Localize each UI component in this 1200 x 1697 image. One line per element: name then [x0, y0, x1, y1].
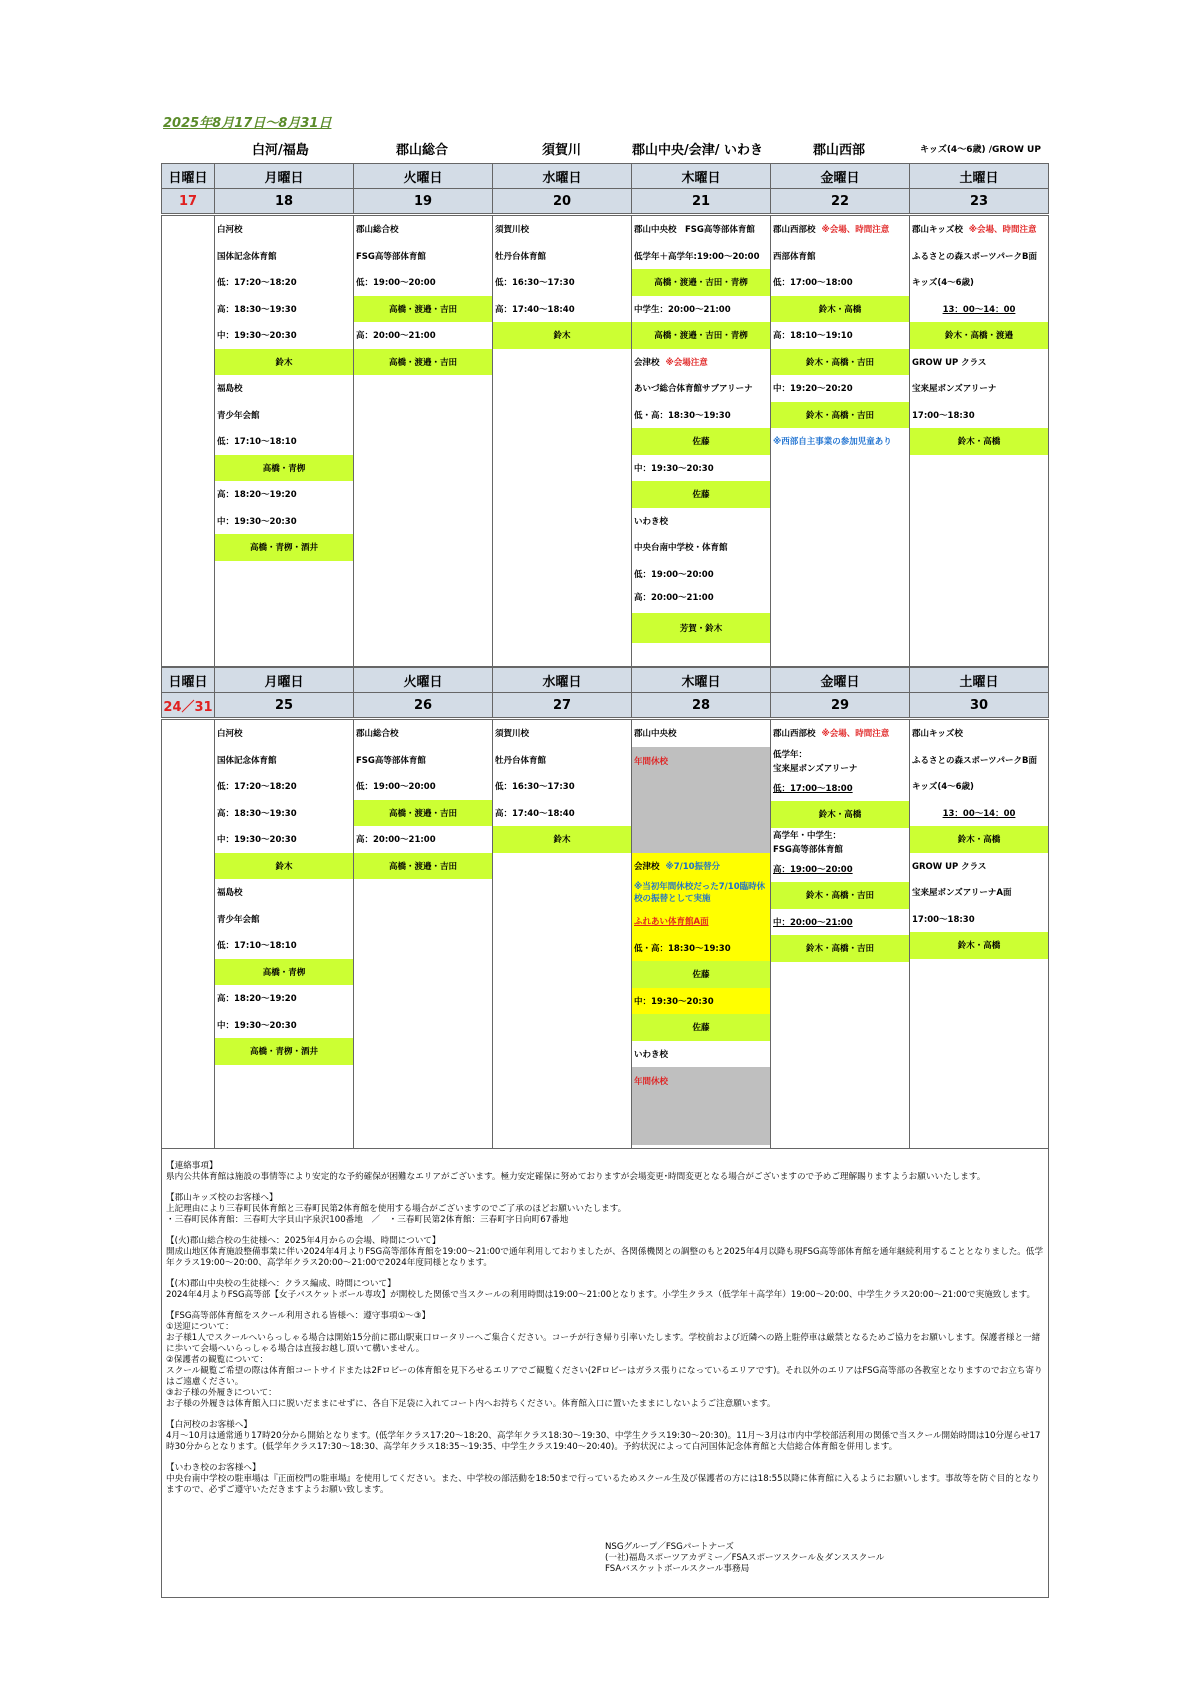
week1-body [161, 215, 1048, 667]
school-name: 郡山中央校 FSG高等部体育館 [634, 225, 755, 236]
note-text: ①送迎について： [166, 1322, 234, 1332]
date-cell: 18 [214, 188, 354, 214]
coach-names: 鈴木・高橋・吉田 [771, 349, 909, 376]
coach-names: 鈴木・高橋 [910, 826, 1048, 853]
class-time: 高：19:00～20:00 [773, 864, 853, 875]
class-time: 高：18:20～19:20 [217, 994, 297, 1005]
note-heading: 【FSG高等部体育館をスクール利用される皆様へ：遵守事項①～③】 [166, 1311, 431, 1321]
school-name: 郡山キッズ校 [912, 225, 963, 236]
coach-names: 鈴木 [215, 853, 353, 880]
class-time: 低：17:00～18:00 [773, 278, 853, 289]
class-time: 低：17:20～18:20 [217, 278, 297, 289]
school-name: 須賀川校 [495, 729, 530, 740]
note-text: 4月～10月は通常通り17時20分から開始となります。(低学年クラス17:20～18:20、高学年クラス18:30～19:30、中学生クラス19:30～20:30)。11月～3月は市内中学校部活利用の関係で当スクール開始時間は10分遅らせ17時30分からとなります。(低学年クラス17:30～18:30、高学年クラス18:35～19:35、中学生クラス19:40～20:40)。予約状況によって白河国体記念体育館と大信総合体育館を併用します。 [166, 1431, 1041, 1452]
school-labels [0, 139, 1200, 158]
coach-names: 鈴木・高橋・渡邉 [910, 322, 1048, 349]
weekday-header: 金曜日 [770, 163, 910, 189]
class-time: 低：17:00～18:00 [773, 783, 853, 794]
venue: 宝来屋ボンズアリーナ [912, 384, 997, 395]
date-cell: 26 [353, 692, 493, 718]
class-time: 中：20:00～21:00 [773, 917, 853, 928]
school-name: いわき校 [634, 516, 669, 527]
class-time: 高：20:00～21:00 [634, 593, 714, 603]
date-cell: 25 [214, 692, 354, 718]
school-name-row [910, 216, 1048, 243]
date-cell: 17 [161, 188, 215, 214]
coach-names: 鈴木・高橋 [771, 801, 909, 828]
monday-column [214, 719, 354, 1149]
class-time: 高：17:40～18:40 [495, 808, 575, 819]
friday-column [770, 215, 910, 667]
coach-names: 高橋・青栁 [215, 959, 353, 986]
note-text: ③お子様の外履きについて： [166, 1388, 277, 1398]
venue: 牡丹台体育館 [495, 251, 547, 262]
coach-names: 高橋・青栁・酒井 [215, 1038, 353, 1065]
makeup-note: ※7/10振替分 [665, 861, 721, 872]
closed-label: 年間休校 [634, 1077, 669, 1087]
note-heading: 【(火)郡山総合校の生徒様へ：2025年4月からの会場、時間について】 [166, 1236, 441, 1246]
venue: FSG高等部体育館 [356, 755, 426, 766]
note-heading: 【(木)郡山中央校の生徒様へ：クラス編成、時間について】 [166, 1279, 396, 1289]
class-time: 17:00～18:30 [912, 914, 975, 925]
venue: FSG高等部体育館 [773, 844, 843, 855]
coach-names: 鈴木・高橋 [910, 428, 1048, 455]
school-name: 須賀川校 [495, 225, 530, 236]
coach-names: 鈴木 [215, 349, 353, 376]
wednesday-column [492, 215, 632, 667]
class-time: 高：18:20～19:20 [217, 490, 297, 501]
coach-names: 高橋・渡邉・吉田・青栁 [632, 322, 770, 349]
note-text: スクール観覧ご希望の際は体育館コートサイドまたは2Fロビーの体育館を見下ろせるエリアでご観覧ください(2Fロビーはガラス張りになっているエリアです)。それ以外のエリアはFSG高等部の各教室となりますのでお立ち寄りはご遠慮ください。 [166, 1366, 1043, 1387]
week2-header [161, 667, 1048, 717]
school-label: 郡山総合 [396, 143, 449, 158]
class-time: 中：19:20～20:20 [773, 384, 853, 395]
class-time: 低：17:20～18:20 [217, 782, 297, 793]
venue: あいづ総合体育館サブアリーナ [634, 384, 753, 395]
class-time: 高：18:30～19:30 [217, 808, 297, 819]
note-text: お子様1人でスクールへいらっしゃる場合は開始15分前に郡山駅東口ロータリーへご集合ください。コーチが行き帰り引率いたします。学校前および近隣への路上駐停車は厳禁となるためご協力をお願いします。保護者様と一緒に歩いて会場へいらっしゃる場合は直接お越し頂いて構いません。 [166, 1333, 1041, 1354]
coach-names: 鈴木・高橋 [771, 296, 909, 323]
weekday-header: 日曜日 [161, 667, 215, 693]
coach-names: 鈴木・高橋・吉田 [771, 402, 909, 429]
class-time: 低・高：18:30～19:30 [632, 935, 770, 962]
coach-names: 高橋・青栁・酒井 [215, 534, 353, 561]
date-cell: 29 [770, 692, 910, 718]
class-time: 低：19:00～20:00 [356, 278, 436, 289]
weekday-header: 水曜日 [492, 667, 632, 693]
date-cell: 21 [631, 188, 771, 214]
sunday-column [161, 215, 215, 667]
coach-names: 高橋・渡邉・吉田 [354, 296, 492, 323]
class-time: 低：19:00～20:00 [634, 569, 714, 580]
school-name-row [771, 720, 909, 747]
class-name: キッズ(4～6歳) [912, 278, 974, 289]
venue-warning: ※会場、時間注意 [821, 729, 890, 740]
venue: 青少年会館 [217, 410, 260, 421]
thursday-column [631, 719, 771, 1149]
coach-names: 鈴木・高橋・吉田 [771, 882, 909, 909]
coach-names: 鈴木・高橋・吉田 [771, 935, 909, 962]
venue: FSG高等部体育館 [356, 251, 426, 262]
coach-names: 高橋・渡邉・吉田 [354, 800, 492, 827]
venue: 宝来屋ボンズアリーナA面 [912, 888, 1012, 899]
coach-names: 鈴木 [493, 826, 631, 853]
note-text: ・三春町民体育館：三春町大字貝山字泉沢100番地 ／ ・三春町民第2体育館：三春町字日向町67番地 [166, 1215, 569, 1225]
signature-line: FSAバスケットボールスクール事務局 [605, 1564, 750, 1574]
friday-column [770, 719, 910, 1149]
coach-names: 佐藤 [632, 1014, 770, 1041]
coach-names: 佐藤 [632, 961, 770, 988]
note-text: 中央台南中学校の駐車場は『正面校門の駐車場』を使用してください。また、中学校の部活動を18:50まで行っているためスクール生及び保護者の方には18:55以降に体育館に入るようにお願いします。事故等を防ぐ目的となりますので、必ずご遵守いただきますようお願い致します。 [166, 1474, 1040, 1495]
class-time: 中：19:30～20:30 [634, 463, 714, 474]
class-time: 高：18:10～19:10 [773, 331, 853, 342]
weekday-header: 日曜日 [161, 163, 215, 189]
coach-names: 高橋・渡邉・吉田 [354, 853, 492, 880]
date-cell: 27 [492, 692, 632, 718]
weekday-header: 火曜日 [353, 163, 493, 189]
venue: 西部体育館 [773, 251, 816, 262]
school-name: 白河校 [217, 225, 243, 236]
venue-warning: ※会場、時間注意 [821, 225, 890, 236]
note-text: 県内公共体育館は施設の事情等により安定的な予約確保が困難なエリアがございます。極力安定確保に努めておりますが会場変更･時間変更となる場合がございますので予めご理解賜りますようお願いいたします。 [166, 1172, 986, 1182]
class-time: 中：19:30～20:30 [632, 988, 770, 1015]
class-time: 低：19:00～20:00 [356, 782, 436, 793]
note-heading: 【いわき校のお客様へ】 [166, 1463, 261, 1473]
sunday-column [161, 719, 215, 1149]
weekday-header: 金曜日 [770, 667, 910, 693]
closed-block [632, 747, 770, 853]
class-time: 13：00～14：00 [942, 304, 1016, 315]
school-name: 会津校 [634, 357, 660, 368]
weekday-header: 土曜日 [909, 667, 1049, 693]
venue: 国体記念体育館 [217, 251, 277, 262]
class-time: 低：17:10～18:10 [217, 941, 297, 952]
weekday-header: 月曜日 [214, 667, 354, 693]
date-cell: 30 [909, 692, 1049, 718]
monday-column [214, 215, 354, 667]
school-label: 白河/福島 [252, 143, 309, 158]
venue: 国体記念体育館 [217, 755, 277, 766]
class-time: 低・高：18:30～19:30 [634, 410, 731, 421]
weekday-header: 木曜日 [631, 163, 771, 189]
school-name: 郡山総合校 [356, 729, 399, 740]
coach-names: 鈴木 [493, 322, 631, 349]
date-cell: 19 [353, 188, 493, 214]
date-cell: 22 [770, 188, 910, 214]
school-name: 郡山総合校 [356, 225, 399, 236]
signature-line: NSGグループ／FSGパートナーズ [605, 1542, 734, 1552]
wednesday-column [492, 719, 632, 1149]
weekday-header: 木曜日 [631, 667, 771, 693]
saturday-column [909, 719, 1049, 1149]
notes-panel [161, 1148, 1049, 1598]
signature-block [605, 1542, 884, 1575]
week2-body [161, 719, 1048, 1149]
class-time: 中：19:30～20:30 [217, 331, 297, 342]
school-label: 郡山西部 [813, 143, 866, 158]
coach-names: 鈴木・高橋 [910, 932, 1048, 959]
coach-names: 芳賀・鈴木 [632, 613, 770, 643]
school-label: キッズ(4～6歳) /GROW UP [920, 145, 1041, 155]
class-group: 高学年・中学生： [773, 830, 842, 841]
class-name: GROW UP クラス [912, 357, 987, 368]
school-name: 福島校 [217, 384, 243, 395]
school-name: 郡山キッズ校 [912, 729, 963, 740]
closed-block [632, 1067, 770, 1145]
closed-label: 年間休校 [634, 756, 669, 767]
date-cell: 20 [492, 188, 632, 214]
class-time: 高：17:40～18:40 [495, 304, 575, 315]
venue: ふるさとの森スポーツパークB面 [912, 755, 1037, 766]
school-name: 会津校 [634, 861, 660, 872]
note-heading: 【郡山キッズ校のお客様へ】 [166, 1193, 278, 1203]
note-text: 2024年4月よりFSG高等部【女子バスケットボール専攻】が開校した関係で当スクールの利用時間は19:00～21:00となります。小学生クラス（低学年＋高学年）19:00～20:00、中学生クラス20:00～21:00で実施致します。 [166, 1290, 1036, 1300]
school-name: 白河校 [217, 729, 243, 740]
coach-names: 高橋・渡邉・吉田・青栁 [632, 269, 770, 296]
class-time: 低：16:30～17:30 [495, 782, 575, 793]
school-name: いわき校 [634, 1049, 669, 1060]
venue-warning: ※会場、時間注意 [968, 225, 1037, 236]
note-text: お子様の外履きは体育館入口に脱いだままにせずに、各自下足袋に入れてコート内へお持ちください。体育館入口に置いたままにしないようご注意願います。 [166, 1399, 776, 1409]
weekday-header: 水曜日 [492, 163, 632, 189]
venue: ふれあい体育館A面 [632, 908, 770, 935]
date-cell: 28 [631, 692, 771, 718]
note-heading: 【連絡事項】 [166, 1161, 218, 1171]
date-cell: 24／31 [161, 692, 215, 718]
coach-names: 佐藤 [632, 481, 770, 508]
school-name-row [771, 216, 909, 243]
note-text: ②保護者の観覧について： [166, 1355, 269, 1365]
class-name: GROW UP クラス [912, 861, 987, 872]
class-time: 中：19:30～20:30 [217, 1020, 297, 1031]
class-time: 低：17:10～18:10 [217, 437, 297, 448]
coach-names: 佐藤 [632, 428, 770, 455]
participation-note: ※西部自主事業の参加児童あり [773, 437, 892, 448]
signature-line: (一社)福島スポーツアカデミー／FSAスポーツスクール＆ダンススクール [605, 1553, 885, 1563]
weekday-header: 火曜日 [353, 667, 493, 693]
school-name: 郡山西部校 [773, 729, 816, 740]
venue: ふるさとの森スポーツパークB面 [912, 251, 1037, 262]
class-time: 低：16:30～17:30 [495, 278, 575, 289]
school-label: 須賀川 [542, 143, 582, 158]
class-time: 中：19:30～20:30 [217, 835, 297, 846]
class-time: 13：00～14：00 [942, 808, 1016, 819]
class-time: 高：20:00～21:00 [356, 835, 436, 846]
class-time: 中：19:30～20:30 [217, 516, 297, 527]
coach-names: 高橋・青栁 [215, 455, 353, 482]
class-time: 低学年＋高学年:19:00～20:00 [634, 251, 760, 262]
class-time: 高：20:00～21:00 [356, 331, 436, 342]
week1-header [161, 163, 1048, 213]
class-group: 低学年： [773, 749, 808, 760]
schedule-title: 2025年8月17日～8月31日 [163, 116, 332, 131]
note-text: 上記理由により三春町民体育館と三春町民第2体育館を使用する場合がございますのでご了承のほどお願いいたします。 [166, 1204, 627, 1214]
note-text: 開成山地区体育施設整備事業に伴い2024年4月よりFSG高等部体育館を19:00～21:00で通年利用しておりましたが、各関係機関との調整のもと2025年4月以降も現FSG高等部体育館を通年継続利用することとなりました。低学年クラス19:00～20:00、高学年クラス20:00～21:00で2024年度同様となります。 [166, 1247, 1044, 1268]
date-cell: 23 [909, 188, 1049, 214]
tuesday-column [353, 215, 493, 667]
class-name: キッズ(4～6歳) [912, 782, 974, 793]
saturday-column [909, 215, 1049, 667]
class-time: 中学生：20:00～21:00 [634, 304, 731, 315]
venue: 宝来屋ボンズアリーナ [773, 763, 858, 774]
school-name-row [632, 349, 770, 376]
tuesday-column [353, 719, 493, 1149]
weekday-header: 月曜日 [214, 163, 354, 189]
venue-warning: ※会場注意 [665, 357, 708, 368]
school-name: 福島校 [217, 888, 243, 899]
weekday-header: 土曜日 [909, 163, 1049, 189]
school-label: 郡山中央/会津/ いわき [632, 143, 764, 158]
venue: 青少年会館 [217, 914, 260, 925]
school-name: 郡山西部校 [773, 225, 816, 236]
school-name: 郡山中央校 [634, 729, 677, 740]
venue: 中央台南中学校・体育館 [634, 543, 728, 554]
class-time: 17:00～18:30 [912, 410, 975, 421]
coach-names: 高橋・渡邉・吉田 [354, 349, 492, 376]
makeup-explanation: ※当初年間休校だった7/10臨時休校の振替として実施 [632, 879, 770, 908]
venue: 牡丹台体育館 [495, 755, 547, 766]
thursday-column [631, 215, 771, 667]
note-heading: 【白河校のお客様へ】 [166, 1420, 252, 1430]
class-time: 高：18:30～19:30 [217, 304, 297, 315]
school-name-row [632, 853, 770, 880]
